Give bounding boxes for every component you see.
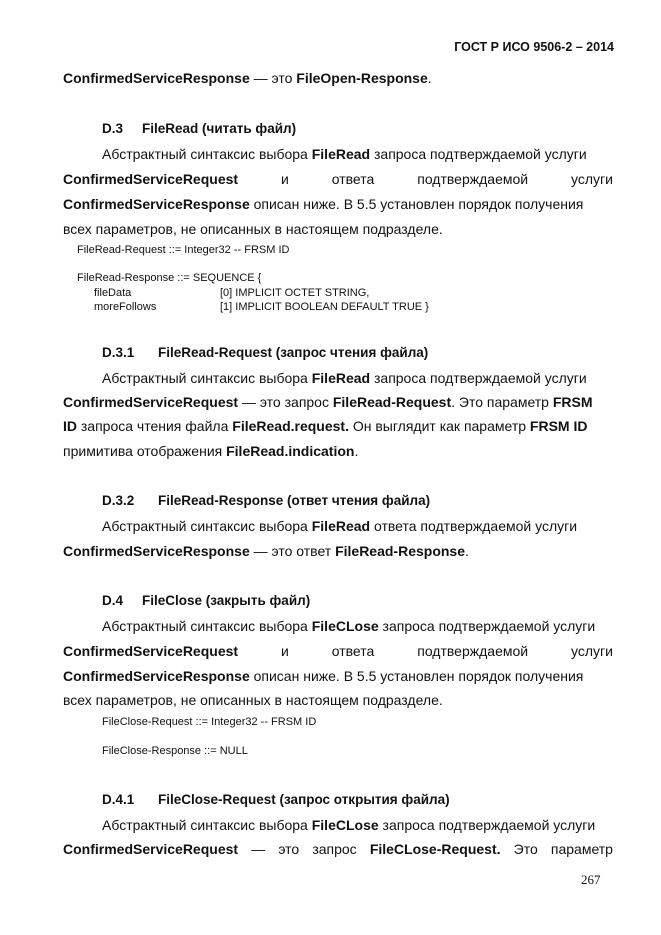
paragraph-line: ConfirmedServiceRequest — это запрос FileCLose-Request. Это параметр — [63, 841, 613, 857]
code-line: FileRead-Request ::= Integer32 -- FRSM ID — [77, 244, 290, 256]
code-line: FileRead-Response ::= SEQUENCE { — [77, 272, 262, 284]
section-heading-d4: D.4 FileClose (закрыть файл) — [102, 593, 311, 608]
paragraph-line: ConfirmedServiceResponse — это ответ FileRead-Response. — [63, 543, 469, 559]
paragraph-line: Абстрактный синтаксис выбора FileCLose запроса подтверждаемой услуги — [102, 817, 596, 833]
section-heading-d3: D.3 FileRead (читать файл) — [102, 121, 297, 136]
paragraph-line: Абстрактный синтаксис выбора FileRead ответа подтверждаемой услуги — [102, 518, 578, 534]
paragraph-line: всех параметров, не описанных в настоящем подразделе. — [63, 692, 443, 708]
paragraph-line: ConfirmedServiceRequest и ответа подтверждаемой услуги — [63, 171, 613, 187]
paragraph-line: ID запроса чтения файла FileRead.request. Он выглядит как параметр FRSM ID — [63, 418, 588, 434]
code-field-type: [0] IMPLICIT OCTET STRING, — [220, 287, 370, 299]
paragraph-line: Абстрактный синтаксис выбора FileCLose запроса подтверждаемой услуги — [102, 618, 596, 634]
code-field-type: [1] IMPLICIT BOOLEAN DEFAULT TRUE } — [220, 301, 429, 313]
paragraph-line: Абстрактный синтаксис выбора FileRead запроса подтверждаемой услуги — [102, 370, 587, 386]
code-line: FileClose-Response ::= NULL — [102, 745, 248, 757]
paragraph-line: всех параметров, не описанных в настоящем подразделе. — [63, 221, 443, 237]
page-number: 267 — [581, 872, 601, 887]
code-line: FileClose-Request ::= Integer32 -- FRSM ID — [102, 716, 317, 728]
paragraph-line: ConfirmedServiceResponse — это FileOpen-Response. — [63, 70, 432, 86]
paragraph-line: примитива отображения FileRead.indication. — [63, 443, 359, 459]
paragraph-line: ConfirmedServiceRequest и ответа подтверждаемой услуги — [63, 643, 613, 659]
section-heading-d3-2: D.3.2 FileRead-Response (ответ чтения файла) — [102, 493, 431, 508]
paragraph-line: ConfirmedServiceResponse описан ниже. В 5.5 установлен порядок получения — [63, 668, 584, 684]
document-code-header: ГОСТ Р ИСО 9506-2 – 2014 — [454, 40, 614, 54]
paragraph-line: Абстрактный синтаксис выбора FileRead запроса подтверждаемой услуги — [102, 146, 587, 162]
paragraph-line: ConfirmedServiceRequest — это запрос FileRead-Request. Это параметр FRSM — [63, 394, 593, 410]
section-heading-d3-1: D.3.1 FileRead-Request (запрос чтения файла) — [102, 345, 429, 360]
paragraph-line: ConfirmedServiceResponse описан ниже. В 5.5 установлен порядок получения — [63, 196, 584, 212]
code-field-name: moreFollows — [94, 301, 157, 313]
section-heading-d4-1: D.4.1 FileClose-Request (запрос открытия файла) — [102, 792, 450, 807]
code-field-name: fileData — [94, 287, 132, 299]
